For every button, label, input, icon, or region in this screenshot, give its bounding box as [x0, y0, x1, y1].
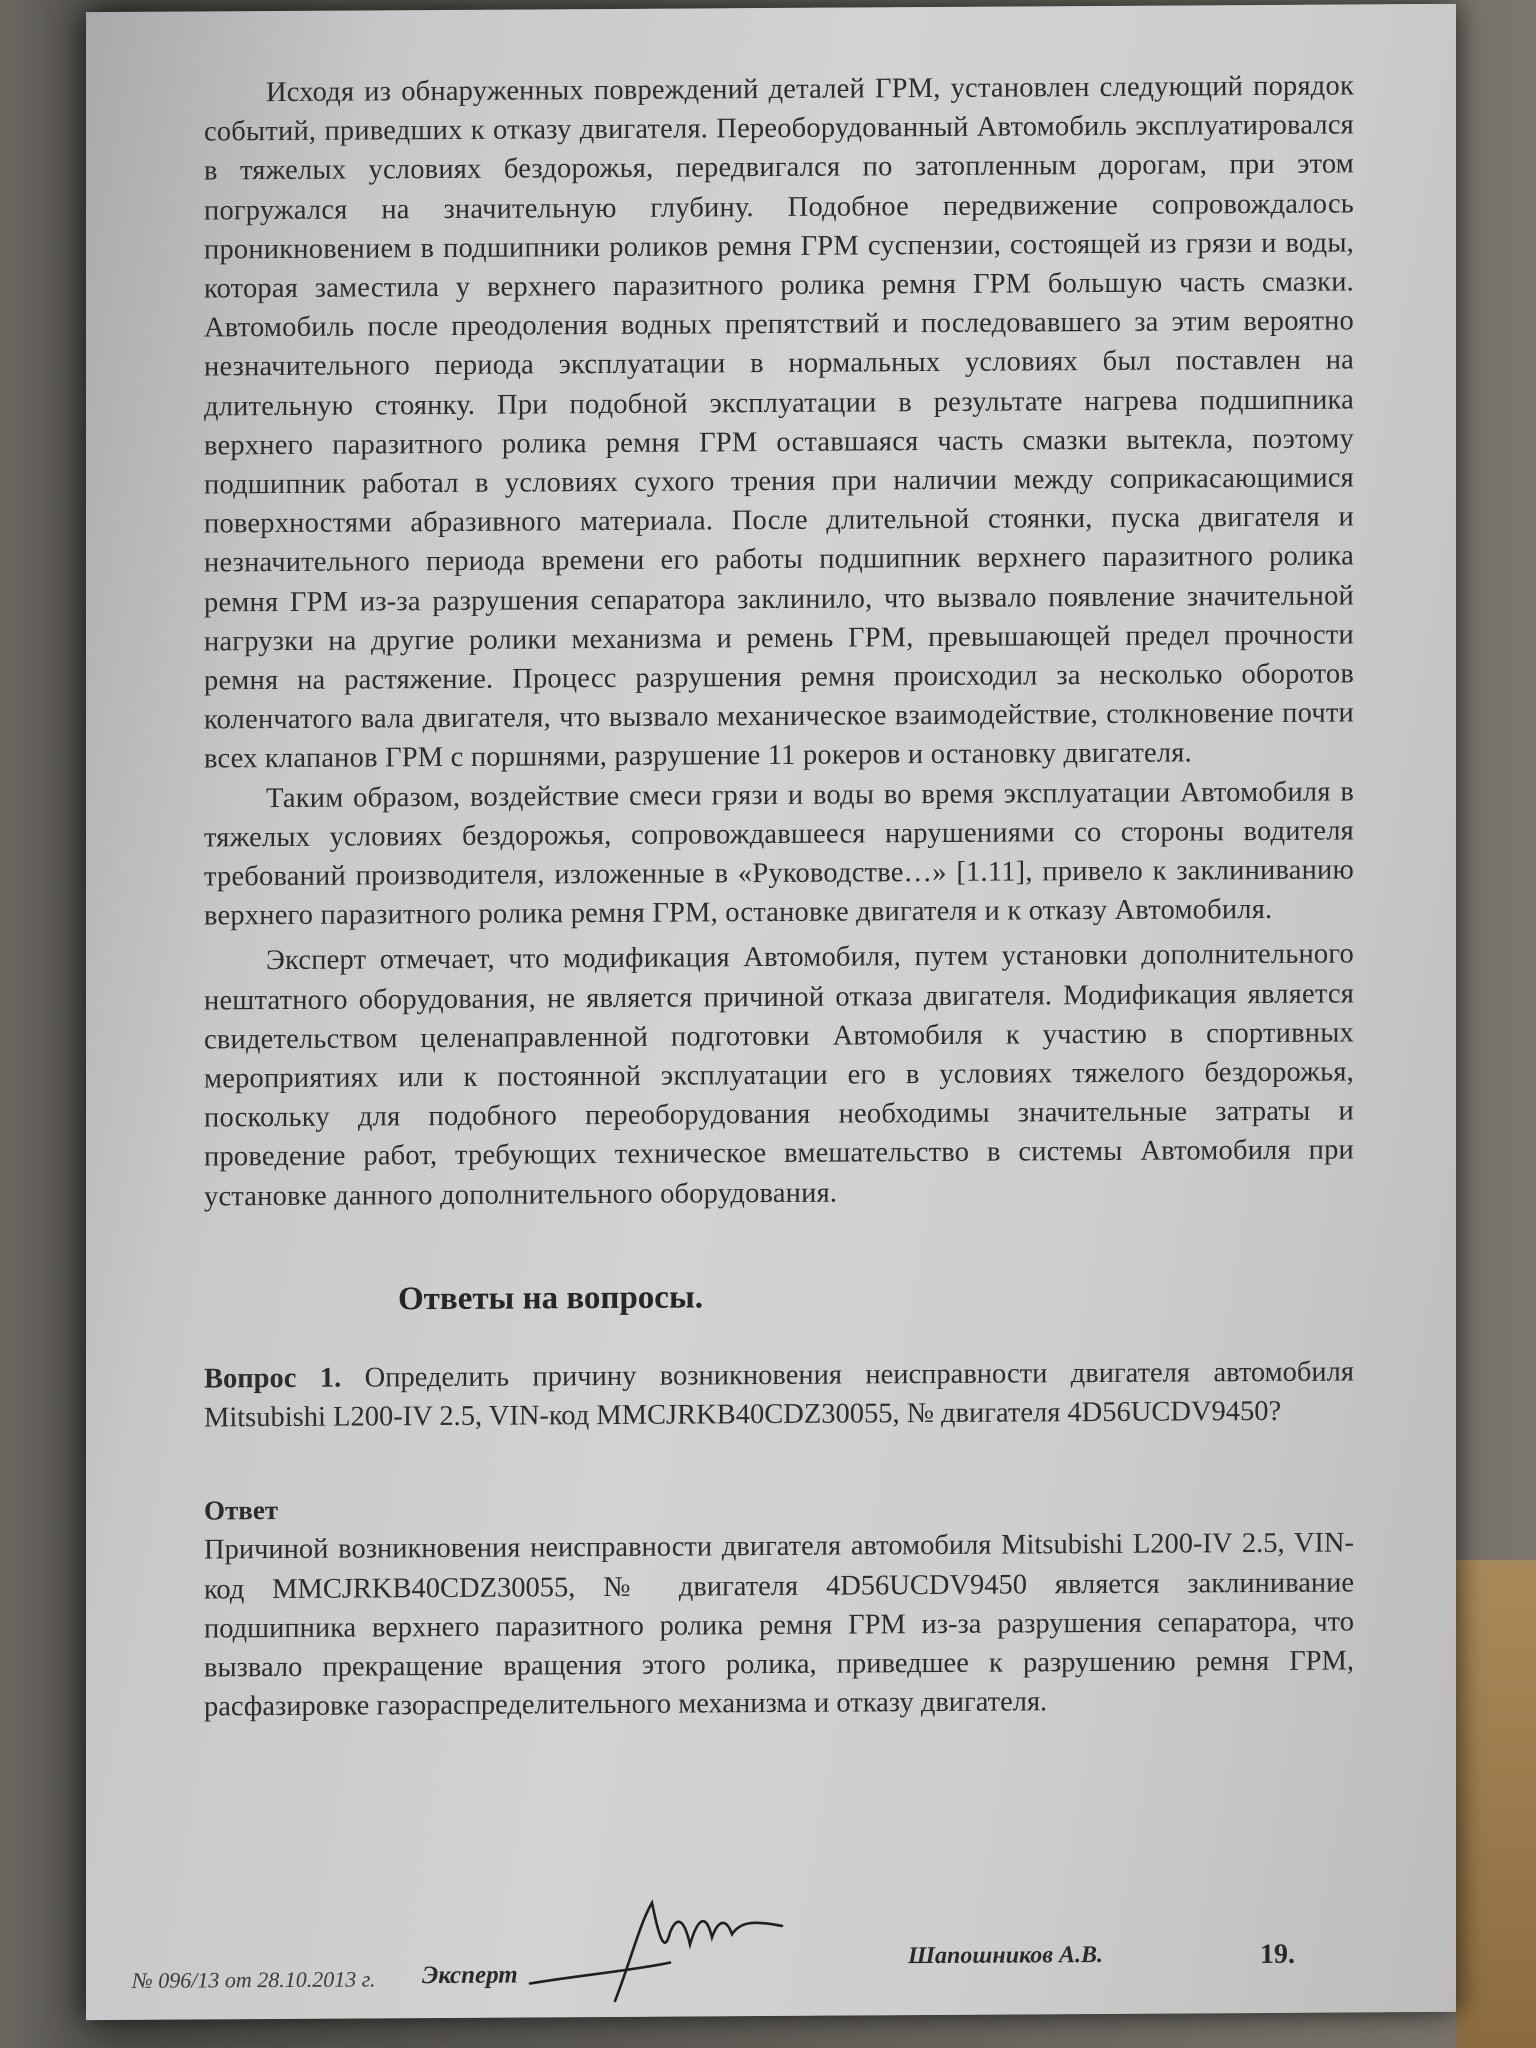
paragraph-modification-note: Эксперт отмечает, что модификация Автомобиля, путем установки дополнительного нештатного оборудования, не является причиной отказа двигателя. Модификация является свидетельством целенаправленной подготовки Автомобиля к участию в спортивных мероприятиях или к постоянной эксплуатации его в условиях тяжелого бездорожья, поскольку для подобного переоборудования необходимы значительные затраты и проведение работ, требующих техническое вмешательство в системы Автомобиля при установке данного дополнительного оборудования. — [204, 938, 1354, 1213]
signature — [520, 1882, 810, 2004]
answer-label: Ответ — [204, 1495, 279, 1526]
page-content — [204, 66, 1354, 1726]
paragraph-failure-sequence: Исходя из обнаруженных повреждений деталей ГРМ, установлен следующий порядок событий, приведших к отказу двигателя. Переоборудованный Автомобиль эксплуатировался в тяжелых условиях бездорожья, передвигался по затопленным дорогам, при этом погружался на значительную глубину. Подобное передвижение сопровождалось проникновением в подшипники роликов ремня ГРМ суспензии, состоящей из грязи и воды, которая заместила у верхнего паразитного ролика ремня ГРМ большую часть смазки. Автомобиль после преодоления водных препятствий и последовавшего за этим вероятно незначительного периода эксплуатации в нормальных условиях был поставлен на длительную стоянку. При подобной эксплуатации в результате нагрева подшипника верхнего паразитного ролика ремня ГРМ оставшаяся часть смазки вытекла, поэтому подшипник работал в условиях сухого трения при наличии между соприкасающимися поверхностями абразивного материала. После длительной стоянки, пуска двигателя и незначительного периода времени его работы подшипник верхнего паразитного ролика ремня ГРМ из-за разрушения сепаратора заклинило, что вызвало появление значительной нагрузки на другие ролики механизма и ремень ГРМ, превышающей предел прочности ремня на растяжение. Процесс разрушения ремня происходил за несколько оборотов коленчатого вала двигателя, что вызвало механическое взаимодействие, столкновение почти всех клапанов ГРМ с поршнями, разрушение 11 рокеров и остановку двигателя. — [204, 70, 1354, 775]
question-1 — [204, 1352, 1354, 1437]
question-label: Вопрос 1. — [204, 1362, 342, 1395]
footer-role: Эксперт — [422, 1961, 518, 1990]
footer-expert-name: Шапошников А.В. — [908, 1941, 1104, 1970]
table-edge — [1456, 1560, 1536, 2048]
document-page — [86, 4, 1456, 2020]
page-number: 19. — [1260, 1938, 1295, 1971]
footer-document-number: № 096/13 от 28.10.2013 г. — [132, 1966, 376, 1993]
page-footer — [132, 1938, 1372, 2010]
question-text: Определить причину возникновения неисправности двигателя автомобиля Mitsubishi L200-IV 2.5, VIN-код MMCJRKB40CDZ30055, № двигателя 4D56UCDV9450? — [204, 1356, 1354, 1434]
paragraph-conclusion: Таким образом, воздействие смеси грязи и воды во время эксплуатации Автомобиля в тяжелых условиях бездорожья, сопровождавшееся нарушениями со стороны водителя требований производителя, изложенные в «Руководстве…» [1.11], привело к заклиниванию верхнего паразитного ролика ремня ГРМ, остановке двигателя и к отказу Автомобиля. — [204, 776, 1354, 932]
answers-heading: Ответы на вопросы. — [398, 1279, 703, 1318]
answer-text: Причиной возникновения неисправности двигателя автомобиля Mitsubishi L200-IV 2.5, VIN-код MMCJRKB40CDZ30055, № двигателя 4D56UCDV9450 является заклинивание подшипника верхнего паразитного ролика ремня ГРМ из-за разрушения сепаратора, что вызвало прекращение вращения этого ролика, приведшее к разрушению ремня ГРМ, расфазировке газораспределительного механизма и отказу двигателя. — [204, 1527, 1354, 1723]
